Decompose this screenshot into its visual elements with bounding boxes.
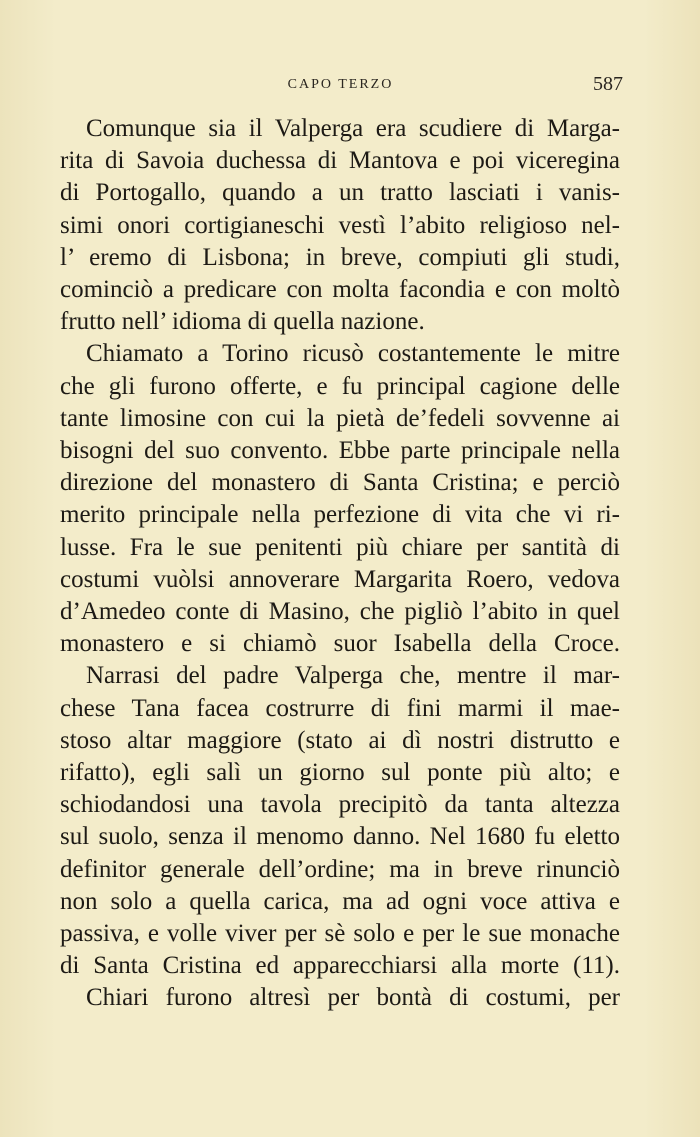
page-number: 587 xyxy=(593,73,623,95)
text-line: tante limosine con cui la pietà de’fedeli sovvenne ai xyxy=(60,404,620,432)
text-line: l’ eremo di Lisbona; in breve, compiuti gli studi, xyxy=(60,243,620,271)
text-line: costumi vuòlsi annoverare Margarita Roero, vedova xyxy=(60,565,620,593)
text-line: schiodandosi una tavola precipitò da tanta altezza xyxy=(60,791,620,819)
text-line: sul suolo, senza il menomo danno. Nel 1680 fu eletto xyxy=(60,823,620,851)
text-line: Chiamato a Torino ricusò costantemente le mitre xyxy=(86,340,620,368)
text-line: stoso altar maggiore (stato ai dì nostri distrutto e xyxy=(60,726,620,754)
body-text xyxy=(60,113,620,1015)
text-line: Comunque sia il Valperga era scudiere di Marga- xyxy=(86,115,620,142)
text-line: rita di Savoia duchessa di Mantova e poi viceregina xyxy=(60,147,620,175)
text-line: bisogni del suo convento. Ebbe parte principale nella xyxy=(60,437,620,465)
text-line: direzione del monastero di Santa Cristina; e perciò xyxy=(60,469,620,497)
text-line: di Portogallo, quando a un tratto lasciati i vanis- xyxy=(60,179,620,207)
text-line: definitor generale dell’ordine; ma in breve rinunciò xyxy=(60,855,620,883)
text-line: non solo a quella carica, ma ad ogni voce attiva e xyxy=(60,887,620,915)
text-line: lusse. Fra le sue penitenti più chiare per santità di xyxy=(60,533,620,561)
text-line: rifatto), egli salì un giorno sul ponte più alto; e xyxy=(60,759,620,787)
text-line: frutto nell’ idioma di quella nazione. xyxy=(60,308,425,336)
text-line: Chiari furono altresì per bontà di costumi, per xyxy=(86,984,620,1012)
paragraph xyxy=(60,982,620,1014)
text-line: d’Amedeo conte di Masino, che pigliò l’abito in quel xyxy=(60,598,620,626)
text-line: passiva, e volle viver per sè solo e per le sue monache xyxy=(60,920,620,948)
paragraph xyxy=(60,660,620,982)
paragraph xyxy=(60,338,620,660)
text-line: simi onori cortigianeschi vestì l’abito religioso nel- xyxy=(60,211,620,239)
running-header xyxy=(58,73,623,101)
paragraph xyxy=(60,113,620,338)
text-line: che gli furono offerte, e fu principal cagione delle xyxy=(60,372,620,400)
text-line: cominciò a predicare con molta facondia e con moltò xyxy=(60,276,620,304)
text-line: monastero e si chiamò suor Isabella della Croce. xyxy=(60,630,620,658)
text-line: di Santa Cristina ed apparecchiarsi alla morte (11). xyxy=(60,952,620,980)
running-title: CAPO TERZO xyxy=(287,77,394,92)
text-line: merito principale nella perfezione di vita che vi ri- xyxy=(60,501,620,529)
text-line: chese Tana facea costrurre di fini marmi il mae- xyxy=(60,694,620,722)
text-line: Narrasi del padre Valperga che, mentre il mar- xyxy=(86,662,620,690)
